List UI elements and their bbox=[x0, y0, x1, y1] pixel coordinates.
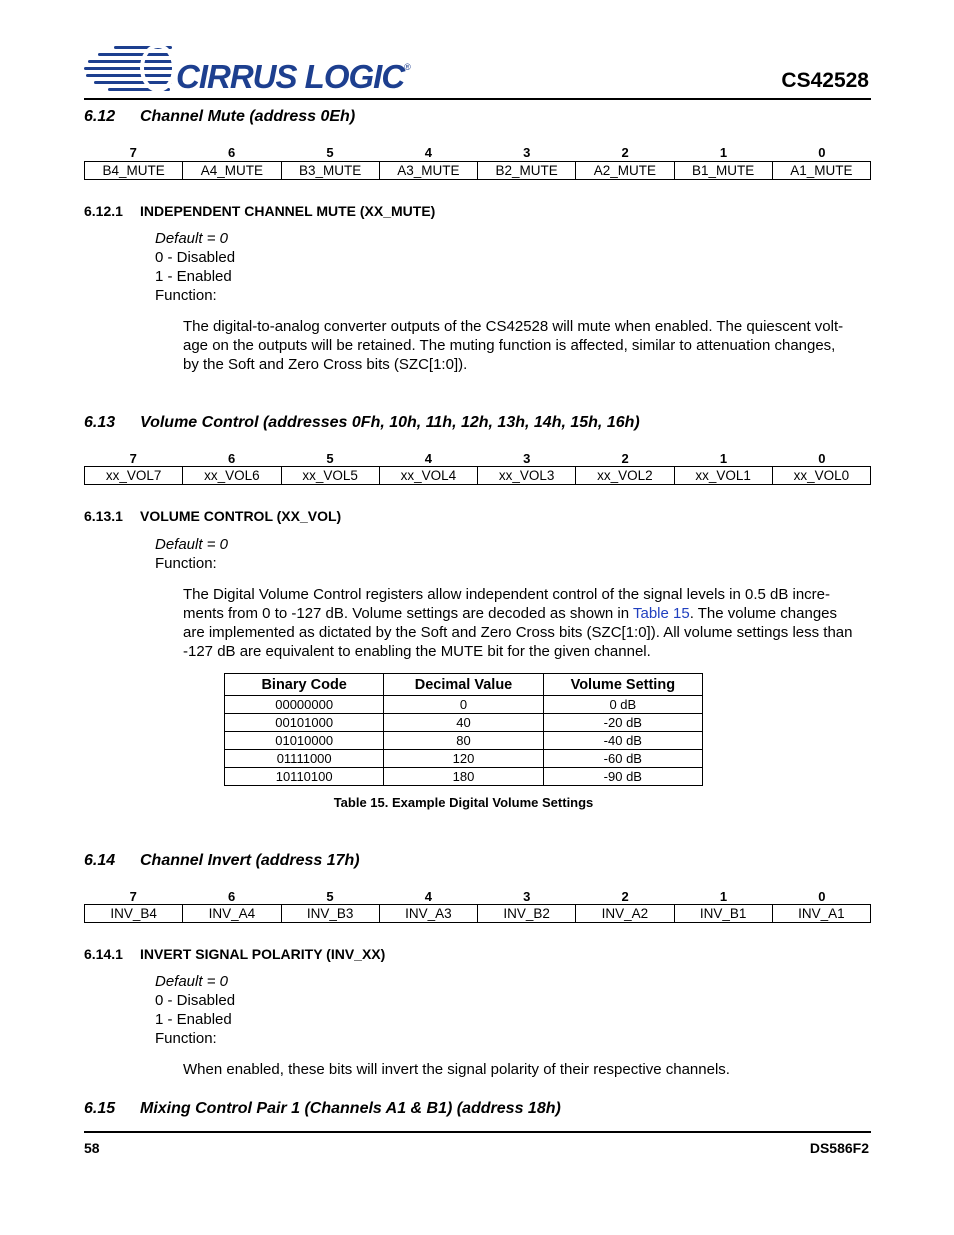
register-field: B1_MUTE bbox=[674, 162, 772, 180]
binary-code-cell: 01111000 bbox=[225, 750, 384, 768]
bit-number: 1 bbox=[719, 889, 728, 904]
body-line: When enabled, these bits will invert the signal polarity of their respective channels. bbox=[183, 1061, 730, 1078]
bit-number: 4 bbox=[424, 451, 432, 466]
section-6-15-heading bbox=[84, 1100, 561, 1118]
bit-number: 6 bbox=[227, 889, 236, 904]
section-title: Volume Control (addresses 0Fh, 10h, 11h, 12h, 13h, 14h, 15h, 16h) bbox=[140, 414, 640, 431]
register-field: xx_VOL7 bbox=[85, 467, 183, 485]
decimal-value-cell: 80 bbox=[384, 732, 543, 750]
section-number: 6.15 bbox=[84, 1100, 116, 1117]
register-field: A1_MUTE bbox=[772, 162, 870, 180]
bit-numbers-6-13 bbox=[84, 451, 871, 466]
table-row bbox=[225, 696, 703, 714]
function-label: Function: bbox=[155, 1030, 217, 1047]
bit-number: 0 bbox=[818, 145, 826, 160]
default-value: Default = 0 bbox=[155, 536, 228, 553]
body-paragraph bbox=[183, 585, 852, 661]
decimal-value-cell: 180 bbox=[384, 768, 543, 786]
bit-number: 3 bbox=[523, 889, 531, 904]
section-6-12-1-heading bbox=[84, 203, 435, 219]
table-15-link[interactable]: Table 15 bbox=[632, 605, 690, 622]
logo-swoosh-icon bbox=[84, 38, 180, 100]
section-title: Channel Mute (address 0Eh) bbox=[140, 108, 356, 125]
volume-setting-cell: -90 dB bbox=[543, 768, 702, 786]
volume-setting-cell: -40 dB bbox=[543, 732, 702, 750]
bit-number: 5 bbox=[326, 145, 334, 160]
section-title: Mixing Control Pair 1 (Channels A1 & B1) (address 18h) bbox=[140, 1100, 561, 1117]
body-line: -127 dB are equivalent to enabling the MUTE bit for the given channel. bbox=[183, 643, 651, 660]
register-field: INV_B3 bbox=[281, 905, 379, 923]
bit-number: 3 bbox=[523, 451, 531, 466]
register-field: A3_MUTE bbox=[379, 162, 477, 180]
section-title: Channel Invert (address 17h) bbox=[140, 852, 360, 869]
section-6-12-heading bbox=[84, 108, 355, 126]
register-field: INV_A1 bbox=[772, 905, 870, 923]
register-field: A2_MUTE bbox=[576, 162, 674, 180]
register-field: INV_A2 bbox=[576, 905, 674, 923]
register-field: B2_MUTE bbox=[478, 162, 576, 180]
register-field: INV_A3 bbox=[379, 905, 477, 923]
register-table-6-12 bbox=[84, 161, 871, 180]
register-field: A4_MUTE bbox=[183, 162, 281, 180]
option-disabled: 0 - Disabled bbox=[155, 992, 236, 1009]
bit-number: 0 bbox=[818, 451, 826, 466]
section-number: 6.14.1 bbox=[84, 946, 123, 962]
option-enabled: 1 - Enabled bbox=[155, 1011, 232, 1028]
footer-rule bbox=[84, 1131, 871, 1133]
binary-code-cell: 00000000 bbox=[225, 696, 384, 714]
table-row bbox=[225, 732, 703, 750]
section-title: VOLUME CONTROL (XX_VOL) bbox=[140, 508, 342, 524]
column-header: Volume Setting bbox=[543, 674, 702, 696]
page-number: 58 bbox=[84, 1140, 100, 1156]
bit-number: 0 bbox=[818, 889, 826, 904]
register-field: INV_B4 bbox=[85, 905, 183, 923]
register-field: xx_VOL0 bbox=[772, 467, 870, 485]
function-label: Function: bbox=[155, 287, 217, 304]
body-line: by the Soft and Zero Cross bits (SZC[1:0]). bbox=[183, 356, 468, 373]
cirrus-logic-logo bbox=[84, 38, 410, 100]
column-header: Binary Code bbox=[225, 674, 384, 696]
function-label: Function: bbox=[155, 555, 217, 572]
bit-number: 4 bbox=[424, 145, 432, 160]
body-line: are implemented as dictated by the Soft and Zero Cross bits (SZC[1:0]). All volume settings less than bbox=[183, 624, 853, 641]
body-text: ments from 0 to -127 dB. Volume settings are decoded as shown in bbox=[183, 605, 633, 622]
bit-number: 7 bbox=[129, 889, 137, 904]
volume-setting-cell: 0 dB bbox=[543, 696, 702, 714]
volume-setting-cell: -20 dB bbox=[543, 714, 702, 732]
body-line bbox=[183, 604, 852, 623]
bit-number: 2 bbox=[621, 889, 629, 904]
body-line: age on the outputs will be retained. The muting function is affected, similar to attenuation changes, bbox=[183, 337, 836, 354]
default-value: Default = 0 bbox=[155, 973, 228, 990]
volume-setting-cell: -60 dB bbox=[543, 750, 702, 768]
bit-number: 7 bbox=[129, 145, 137, 160]
bit-number: 2 bbox=[621, 145, 629, 160]
register-field: xx_VOL1 bbox=[674, 467, 772, 485]
table-row bbox=[225, 768, 703, 786]
register-table-6-14 bbox=[84, 904, 871, 923]
section-number: 6.12.1 bbox=[84, 203, 123, 219]
body-text: . The volume changes bbox=[689, 605, 838, 622]
decimal-value-cell: 0 bbox=[384, 696, 543, 714]
option-enabled: 1 - Enabled bbox=[155, 268, 232, 285]
table-row bbox=[225, 714, 703, 732]
logo-text: CIRRUS LOGIC bbox=[176, 58, 405, 95]
default-value: Default = 0 bbox=[155, 230, 228, 247]
bit-number: 6 bbox=[227, 451, 236, 466]
body-line: The digital-to-analog converter outputs of the CS42528 will mute when enabled. The quiescent volt- bbox=[183, 318, 844, 335]
bit-number: 1 bbox=[719, 145, 728, 160]
section-6-14-heading bbox=[84, 852, 360, 870]
bit-numbers-6-12 bbox=[84, 145, 871, 160]
table-caption: Table 15. Example Digital Volume Settings bbox=[333, 795, 594, 810]
register-field: INV_A4 bbox=[183, 905, 281, 923]
table-row bbox=[225, 750, 703, 768]
section-number: 6.12 bbox=[84, 108, 116, 125]
option-disabled: 0 - Disabled bbox=[155, 249, 236, 266]
binary-code-cell: 00101000 bbox=[225, 714, 384, 732]
bit-number: 1 bbox=[719, 451, 728, 466]
binary-code-cell: 01010000 bbox=[225, 732, 384, 750]
register-field: xx_VOL3 bbox=[478, 467, 576, 485]
bit-number: 2 bbox=[621, 451, 629, 466]
bit-number: 4 bbox=[424, 889, 432, 904]
register-field: xx_VOL6 bbox=[183, 467, 281, 485]
registered-mark: ® bbox=[404, 62, 410, 72]
volume-settings-table bbox=[224, 673, 703, 786]
bit-numbers-6-14 bbox=[84, 889, 871, 904]
register-field: B3_MUTE bbox=[281, 162, 379, 180]
register-field: B4_MUTE bbox=[85, 162, 183, 180]
section-number: 6.13.1 bbox=[84, 508, 123, 524]
register-field: xx_VOL4 bbox=[379, 467, 477, 485]
bit-number: 5 bbox=[326, 451, 334, 466]
bit-number: 6 bbox=[227, 145, 236, 160]
decimal-value-cell: 40 bbox=[384, 714, 543, 732]
body-paragraph bbox=[183, 317, 843, 374]
section-title: INDEPENDENT CHANNEL MUTE (XX_MUTE) bbox=[140, 203, 436, 219]
section-6-13-heading bbox=[84, 414, 640, 432]
register-field: INV_B1 bbox=[674, 905, 772, 923]
decimal-value-cell: 120 bbox=[384, 750, 543, 768]
register-table-6-13 bbox=[84, 466, 871, 485]
register-field: xx_VOL5 bbox=[281, 467, 379, 485]
register-field: xx_VOL2 bbox=[576, 467, 674, 485]
section-number: 6.13 bbox=[84, 414, 116, 431]
bit-number: 7 bbox=[129, 451, 137, 466]
section-6-13-1-heading bbox=[84, 508, 341, 524]
body-line: The Digital Volume Control registers allow independent control of the signal levels in 0.5 dB incre- bbox=[183, 586, 831, 603]
doc-id: CS42528 bbox=[781, 69, 869, 92]
register-field: INV_B2 bbox=[478, 905, 576, 923]
section-title: INVERT SIGNAL POLARITY (INV_XX) bbox=[140, 946, 386, 962]
bit-number: 5 bbox=[326, 889, 334, 904]
document-revision: DS586F2 bbox=[809, 1140, 869, 1156]
section-number: 6.14 bbox=[84, 852, 116, 869]
column-header: Decimal Value bbox=[384, 674, 543, 696]
binary-code-cell: 10110100 bbox=[225, 768, 384, 786]
bit-number: 3 bbox=[523, 145, 531, 160]
header-rule bbox=[84, 98, 871, 100]
section-6-14-1-heading bbox=[84, 946, 385, 962]
